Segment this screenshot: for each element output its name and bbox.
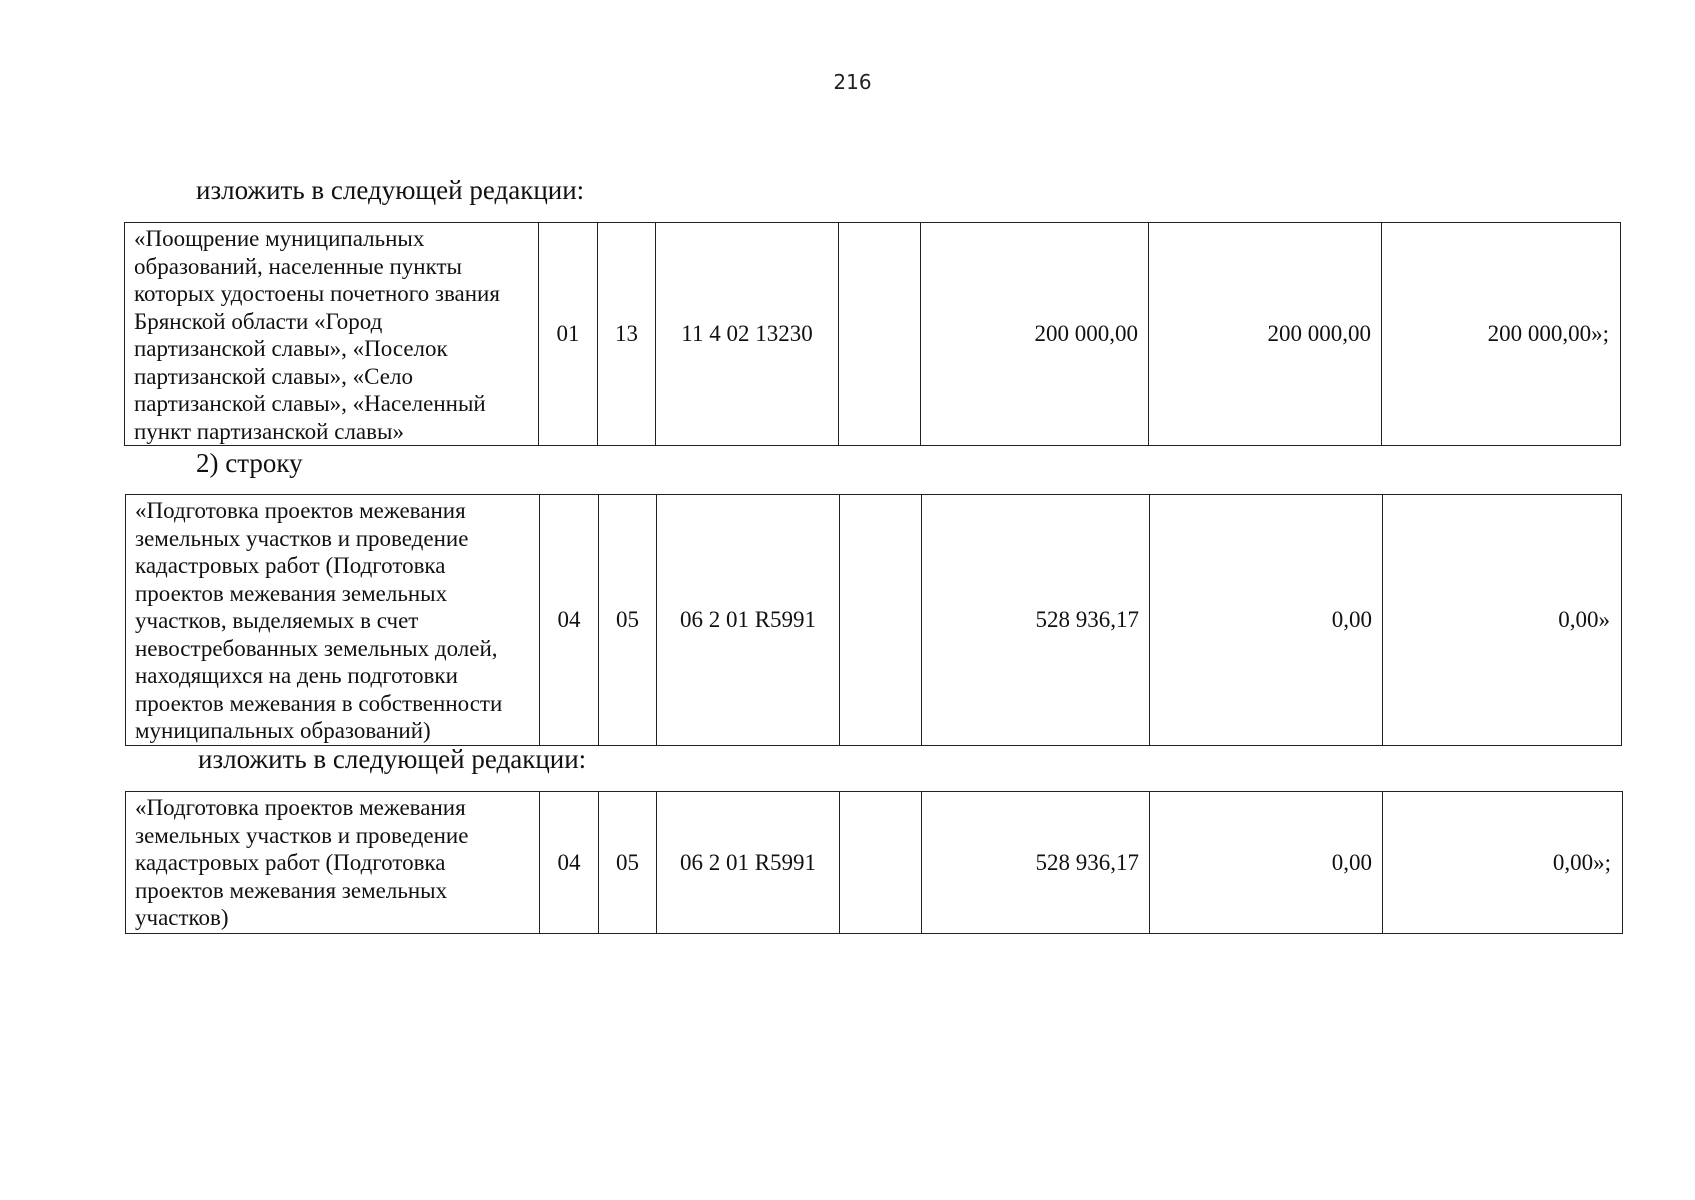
amount-year-2-cell: 0,00 [1150, 792, 1383, 934]
target-article-cell: 11 4 02 13230 [656, 223, 839, 446]
description-line: муниципальных образований) [135, 718, 431, 743]
description-line: проектов межевания земельных [135, 877, 448, 903]
instruction-text-1: изложить в следующей редакции: [196, 175, 585, 205]
amount-year-3-cell: 200 000,00»; [1382, 223, 1621, 446]
description-line: партизанской славы», «Село [134, 363, 413, 389]
description-line: участков) [135, 905, 229, 930]
instruction-text-2: 2) строку [196, 448, 303, 478]
table-row [126, 495, 1622, 746]
table-row [125, 223, 1621, 446]
subsection-code-cell: 13 [598, 223, 656, 446]
description-line: «Поощрение муниципальных [134, 226, 425, 251]
description-line: участков, выделяемых в счет [135, 608, 419, 633]
amount-year-3-cell: 0,00»; [1383, 792, 1623, 934]
description-line: пункт партизанской славы» [134, 418, 404, 444]
table-row [126, 792, 1623, 934]
description-line: земельных участков и проведение [135, 525, 469, 551]
budget-table-2 [125, 494, 1622, 746]
description-line: проектов межевания земельных [135, 580, 448, 606]
description-line: Брянской области «Город [134, 308, 383, 334]
instruction-text-3: изложить в следующей редакции: [198, 744, 587, 774]
expense-type-cell [839, 223, 921, 446]
amount-year-1-cell: 200 000,00 [921, 223, 1149, 446]
subsection-code-cell: 05 [599, 792, 657, 934]
description-line: которых удостоены почетного звания [134, 281, 500, 306]
description-line: партизанской славы», «Населенный [134, 391, 486, 416]
amount-year-3-cell: 0,00» [1383, 495, 1622, 746]
target-article-cell: 06 2 01 R5991 [657, 495, 840, 746]
amount-year-2-cell: 0,00 [1150, 495, 1383, 746]
description-line: «Подготовка проектов межевания [135, 795, 466, 820]
section-code-cell: 04 [540, 792, 599, 934]
section-code-cell: 01 [539, 223, 598, 446]
budget-table-3 [125, 791, 1623, 934]
description-line: проектов межевания в собственности [135, 690, 503, 716]
amount-year-1-cell: 528 936,17 [922, 792, 1150, 934]
expense-type-cell [840, 495, 922, 746]
subsection-code-cell: 05 [599, 495, 657, 746]
amount-year-2-cell: 200 000,00 [1149, 223, 1382, 446]
amount-year-1-cell: 528 936,17 [922, 495, 1150, 746]
section-code-cell: 04 [540, 495, 599, 746]
description-cell [125, 223, 539, 446]
description-line: образований, населенные пункты [134, 253, 462, 279]
description-cell [126, 495, 540, 746]
description-line: кадастровых работ (Подготовка [135, 553, 446, 578]
target-article-cell: 06 2 01 R5991 [657, 792, 840, 934]
description-line: партизанской славы», «Поселок [134, 336, 448, 361]
budget-table-1 [124, 222, 1621, 446]
description-line: невостребованных земельных долей, [135, 635, 498, 661]
description-line: находящихся на день подготовки [135, 663, 458, 688]
description-line: «Подготовка проектов межевания [135, 498, 466, 523]
description-cell [126, 792, 540, 934]
description-line: кадастровых работ (Подготовка [135, 850, 446, 875]
description-line: земельных участков и проведение [135, 822, 469, 848]
expense-type-cell [840, 792, 922, 934]
page-number: 216 [833, 70, 872, 94]
